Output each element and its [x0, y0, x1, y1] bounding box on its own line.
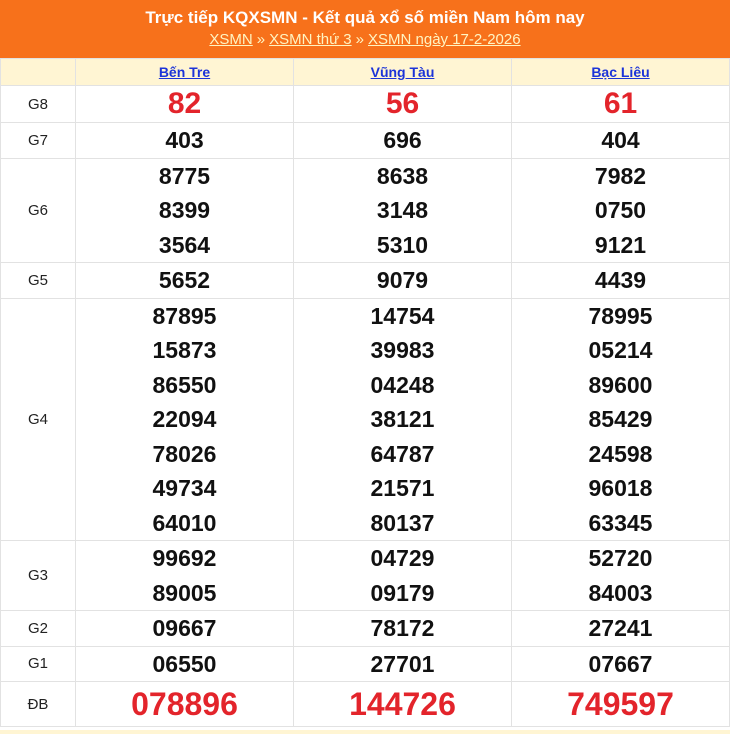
prize-label: G5 [1, 263, 76, 299]
prize-cell [512, 158, 730, 263]
prize-number: 99692 [152, 545, 217, 571]
prize-number: 87895 [152, 302, 217, 329]
prize-cell [512, 86, 730, 123]
prize-row-g4 [1, 298, 730, 541]
prize-number: 56 [385, 87, 420, 120]
prize-number: 86550 [152, 371, 217, 398]
prize-cell [294, 263, 512, 299]
prize-number: 144726 [349, 686, 456, 722]
prize-number: 64787 [370, 440, 435, 467]
breadcrumb-separator: » [355, 31, 364, 48]
prize-number: 8638 [376, 162, 429, 189]
prize-number: 78995 [588, 302, 653, 329]
prize-number: 8399 [158, 197, 211, 223]
prize-number: 21571 [370, 475, 435, 501]
prize-cell [76, 123, 294, 159]
prize-cell [512, 123, 730, 159]
prize-number: 07667 [588, 650, 653, 677]
prize-number: 04729 [370, 545, 435, 571]
prize-row-g8 [1, 86, 730, 123]
prize-number: 404 [601, 127, 640, 153]
prize-number: 5652 [158, 267, 211, 293]
prize-label: G1 [1, 646, 76, 682]
prize-label: G7 [1, 123, 76, 159]
prize-label: G3 [1, 541, 76, 611]
prize-cell [76, 86, 294, 123]
prize-number: 04248 [370, 371, 435, 398]
prize-cell [76, 611, 294, 647]
prize-number: 05214 [588, 337, 653, 363]
prize-number: 63345 [588, 509, 653, 536]
breadcrumb-link-xsmn[interactable]: XSMN [209, 31, 253, 48]
prize-cell [76, 646, 294, 682]
prize-cell [512, 263, 730, 299]
prize-number: 9079 [376, 267, 429, 293]
prize-number: 52720 [588, 545, 653, 571]
province-link-ben-tre[interactable]: Bến Tre [158, 64, 211, 80]
prize-cell [76, 298, 294, 541]
prize-number: 15873 [152, 337, 217, 363]
prize-number: 96018 [588, 475, 653, 501]
province-header-cell [76, 59, 294, 86]
province-link-bac-lieu[interactable]: Bạc Liêu [591, 64, 650, 80]
prize-number: 5310 [376, 231, 429, 258]
prize-row-g1 [1, 646, 730, 682]
prize-cell [512, 646, 730, 682]
prize-number: 89600 [588, 371, 653, 398]
prize-cell [294, 86, 512, 123]
prize-row-g6 [1, 158, 730, 263]
prize-row-g7 [1, 123, 730, 159]
prize-number: 27241 [588, 615, 653, 641]
prize-number: 39983 [370, 337, 435, 363]
header-corner-cell [1, 59, 76, 86]
prize-number: 3148 [376, 197, 429, 223]
prize-table-body [1, 86, 730, 727]
prize-cell [512, 682, 730, 727]
breadcrumb-separator: » [256, 31, 266, 48]
prize-number: 078896 [131, 686, 238, 722]
prize-cell [512, 298, 730, 541]
prize-number: 89005 [152, 579, 217, 606]
prize-number: 27701 [370, 650, 435, 677]
prize-number: 696 [383, 127, 422, 153]
breadcrumb-link-weekday[interactable]: XSMN thứ 3 [269, 31, 352, 48]
prize-cell [76, 263, 294, 299]
prize-label: G8 [1, 86, 76, 123]
prize-number: 14754 [370, 302, 435, 329]
prize-label: ĐB [1, 682, 76, 727]
prize-number: 0750 [594, 197, 647, 223]
prize-row-g5 [1, 263, 730, 299]
prize-number: 3564 [158, 231, 211, 258]
prize-row-g3 [1, 541, 730, 611]
prize-number: 09667 [152, 615, 217, 641]
prize-number: 78026 [152, 440, 217, 467]
prize-number: 49734 [152, 475, 217, 501]
prize-number: 8775 [158, 162, 211, 189]
prize-cell [512, 611, 730, 647]
prize-cell [76, 158, 294, 263]
prize-cell [294, 682, 512, 727]
prize-cell [76, 541, 294, 611]
prize-number: 22094 [152, 406, 217, 432]
breadcrumb-link-date[interactable]: XSMN ngày 17-2-2026 [368, 31, 521, 48]
prize-row-g2 [1, 611, 730, 647]
prize-number: 749597 [567, 686, 674, 722]
prize-cell [294, 646, 512, 682]
province-header-cell [512, 59, 730, 86]
breadcrumb [0, 30, 730, 50]
prize-cell [294, 158, 512, 263]
prize-number: 78172 [370, 615, 435, 641]
prize-number: 61 [603, 87, 638, 120]
prize-row-db [1, 682, 730, 727]
prize-number: 80137 [370, 509, 435, 536]
prize-number: 09179 [370, 579, 435, 606]
results-table [0, 58, 730, 727]
prize-number: 9121 [594, 231, 647, 258]
prize-cell [294, 541, 512, 611]
prize-number: 24598 [588, 440, 653, 467]
prize-label: G2 [1, 611, 76, 647]
prize-number: 7982 [594, 162, 647, 189]
prize-number: 38121 [370, 406, 435, 432]
prize-label: G6 [1, 158, 76, 263]
prize-number: 85429 [588, 406, 653, 432]
prize-cell [294, 611, 512, 647]
prize-number: 64010 [152, 509, 217, 536]
page-title: Trực tiếp KQXSMN - Kết quả xổ số miền Nam hôm nay [145, 8, 585, 27]
prize-number: 06550 [152, 650, 217, 677]
province-header-row [1, 59, 730, 86]
province-link-vung-tau[interactable]: Vũng Tàu [370, 64, 435, 80]
prize-number: 84003 [588, 579, 653, 606]
prize-number: 82 [167, 87, 202, 120]
prize-label: G4 [1, 298, 76, 541]
prize-number: 403 [165, 127, 204, 153]
bottom-divider [0, 730, 730, 734]
prize-number: 4439 [594, 267, 647, 293]
prize-cell [294, 123, 512, 159]
province-header-cell [294, 59, 512, 86]
results-header [0, 0, 730, 58]
prize-cell [512, 541, 730, 611]
prize-cell [76, 682, 294, 727]
prize-cell [294, 298, 512, 541]
